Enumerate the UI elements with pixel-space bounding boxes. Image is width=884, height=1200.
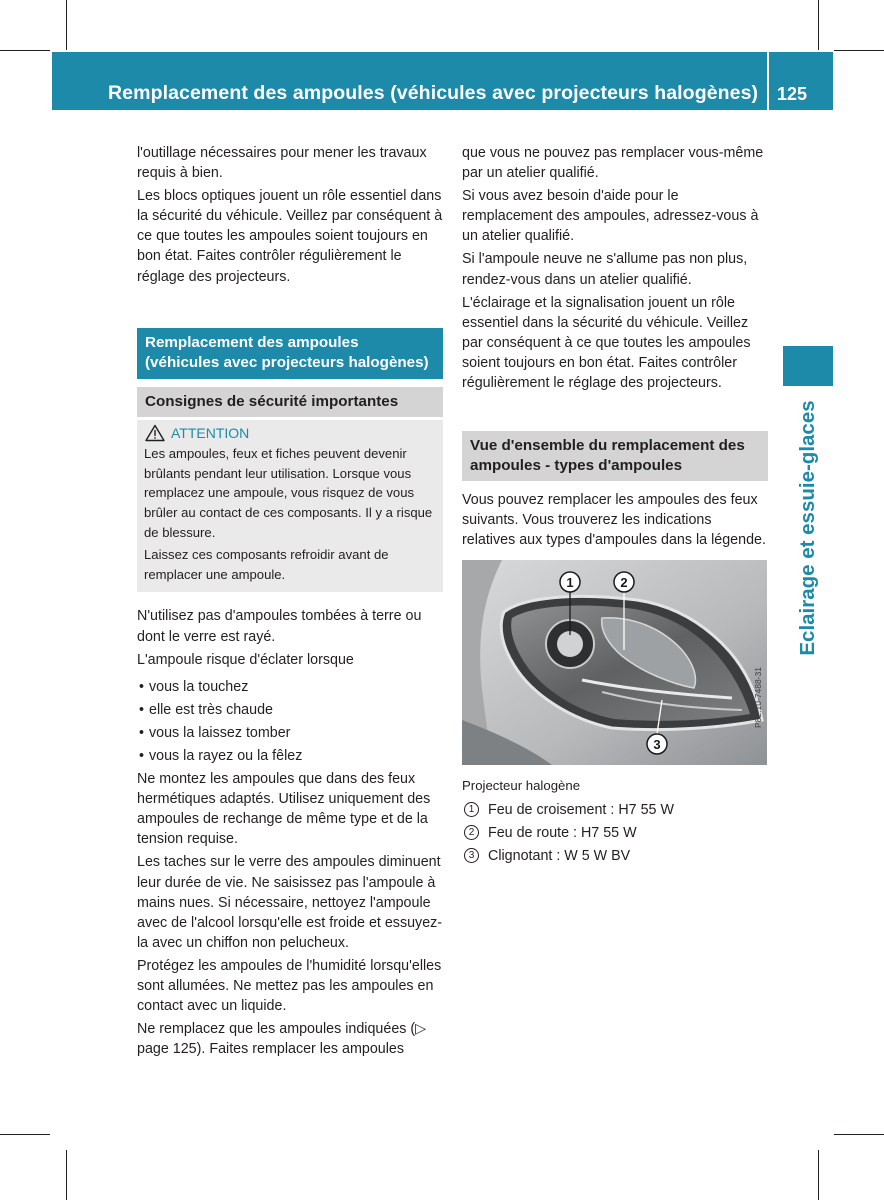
- crop-mark: [818, 0, 819, 50]
- page-header-title: Remplacement des ampoules (véhicules avec projecteurs halogènes): [108, 82, 759, 104]
- legend-number: 2: [464, 825, 479, 840]
- legend-item: [462, 823, 768, 843]
- legend-number: 1: [464, 802, 479, 817]
- paragraph: Si vous avez besoin d'aide pour le remplacement des ampoules, adressez-vous à un atelier qualifié.: [462, 188, 759, 245]
- legend-text: Feu de route : H7 55 W: [488, 824, 637, 841]
- figure-code: P82.10-7488-31: [753, 667, 763, 729]
- paragraph: Ne montez les ampoules que dans des feux hermétiques adaptés. Utilisez uniquement des ampoules de rechange de même type et de la tension requise.: [137, 771, 431, 848]
- headlamp-illustration: [462, 560, 767, 765]
- right-column: [462, 143, 768, 869]
- warning-triangle-icon: [145, 424, 165, 442]
- paragraph: L'ampoule risque d'éclater lorsque: [137, 651, 354, 668]
- paragraph: l'outillage nécessaires pour mener les travaux requis à bien.: [137, 145, 427, 182]
- warning-text: Les ampoules, feux et fiches peuvent devenir brûlants pendant leur utilisation. Lorsque vous remplacez une ampoule, vous risquez de vous brûler au contact de ces composants. Il y a risque de blessure.: [144, 446, 433, 540]
- crop-mark: [0, 50, 50, 51]
- crop-mark: [834, 50, 884, 51]
- subsection-heading: Vue d'ensemble du remplacement des ampoules - types d'ampoules: [462, 431, 768, 481]
- crop-mark: [66, 0, 67, 50]
- legend-item: [462, 800, 768, 820]
- warning-header: [144, 424, 436, 444]
- callout-2: [614, 572, 634, 592]
- legend-number: 3: [464, 848, 479, 863]
- svg-text:2: 2: [620, 575, 628, 591]
- crop-mark: [834, 1134, 884, 1135]
- paragraph: Les blocs optiques jouent un rôle essentiel dans la sécurité du véhicule. Veillez par conséquent à ce que toutes les ampoules soient toujours en bon état. Faites contrôler régulièrement le réglage des projecteurs.: [137, 188, 443, 285]
- callout-3: [647, 734, 667, 754]
- bullet-item: • vous la laissez tomber: [137, 723, 443, 743]
- paragraph: Si l'ampoule neuve ne s'allume pas non plus, rendez-vous dans un atelier qualifié.: [462, 251, 748, 288]
- paragraph: Ne remplacez que les ampoules indiquées (▷ page 125). Faites remplacer les ampoules: [137, 1021, 427, 1058]
- chapter-label: Eclairage et essuie-glaces: [796, 400, 819, 656]
- bullet-item: • vous la touchez: [137, 677, 443, 697]
- bullet-item: • elle est très chaude: [137, 700, 443, 720]
- legend-item: [462, 846, 768, 866]
- crop-mark: [66, 1150, 67, 1200]
- svg-text:1: 1: [566, 575, 574, 591]
- paragraph: Les taches sur le verre des ampoules diminuent leur durée de vie. Ne saisissez pas l'ampoule à mains nues. Si nécessaire, nettoyez l'ampoule avec de l'alcool lorsqu'elle est froide et essuyez-la avec un chiffon non pelucheux.: [137, 854, 443, 951]
- paragraph: que vous ne pouvez pas remplacer vous-même par un atelier qualifié.: [462, 145, 764, 182]
- legend-text: Clignotant : W 5 W BV: [488, 847, 631, 864]
- subsection-heading: Consignes de sécurité importantes: [137, 387, 443, 417]
- left-column: [137, 143, 443, 1062]
- chapter-tab: [783, 346, 833, 386]
- warning-text: Laissez ces composants refroidir avant de remplacer une ampoule.: [144, 547, 389, 582]
- crop-mark: [0, 1134, 50, 1135]
- paragraph: N'utilisez pas d'ampoules tombées à terre ou dont le verre est rayé.: [137, 608, 422, 645]
- figure-caption: Projecteur halogène: [462, 778, 581, 794]
- paragraph: Protégez les ampoules de l'humidité lorsqu'elles sont allumées. Ne mettez pas les ampoules en contact avec un liquide.: [137, 957, 442, 1015]
- crop-mark: [818, 1150, 819, 1200]
- headlamp-figure: [462, 560, 767, 765]
- svg-text:3: 3: [653, 737, 661, 753]
- paragraph: L'éclairage et la signalisation jouent un rôle essentiel dans la sécurité du véhicule. Veillez par conséquent à ce que toutes les ampoules soient toujours en bon état. Faites contrôler régulièrement le réglage des projecteurs.: [462, 294, 751, 392]
- bullet-item: • vous la rayez ou la fêlez: [137, 746, 443, 766]
- paragraph: Vous pouvez remplacer les ampoules des feux suivants. Vous trouverez les indications relatives aux types d'ampoules dans la légende.: [462, 492, 766, 549]
- header-separator: [767, 52, 769, 110]
- section-heading: Remplacement des ampoules (véhicules avec projecteurs halogènes): [137, 328, 443, 379]
- page-number: 125: [777, 84, 808, 104]
- warning-title: ATTENTION: [171, 424, 250, 441]
- warning-box: [137, 420, 443, 593]
- legend-text: Feu de croisement : H7 55 W: [488, 801, 674, 818]
- callout-1: [560, 572, 580, 592]
